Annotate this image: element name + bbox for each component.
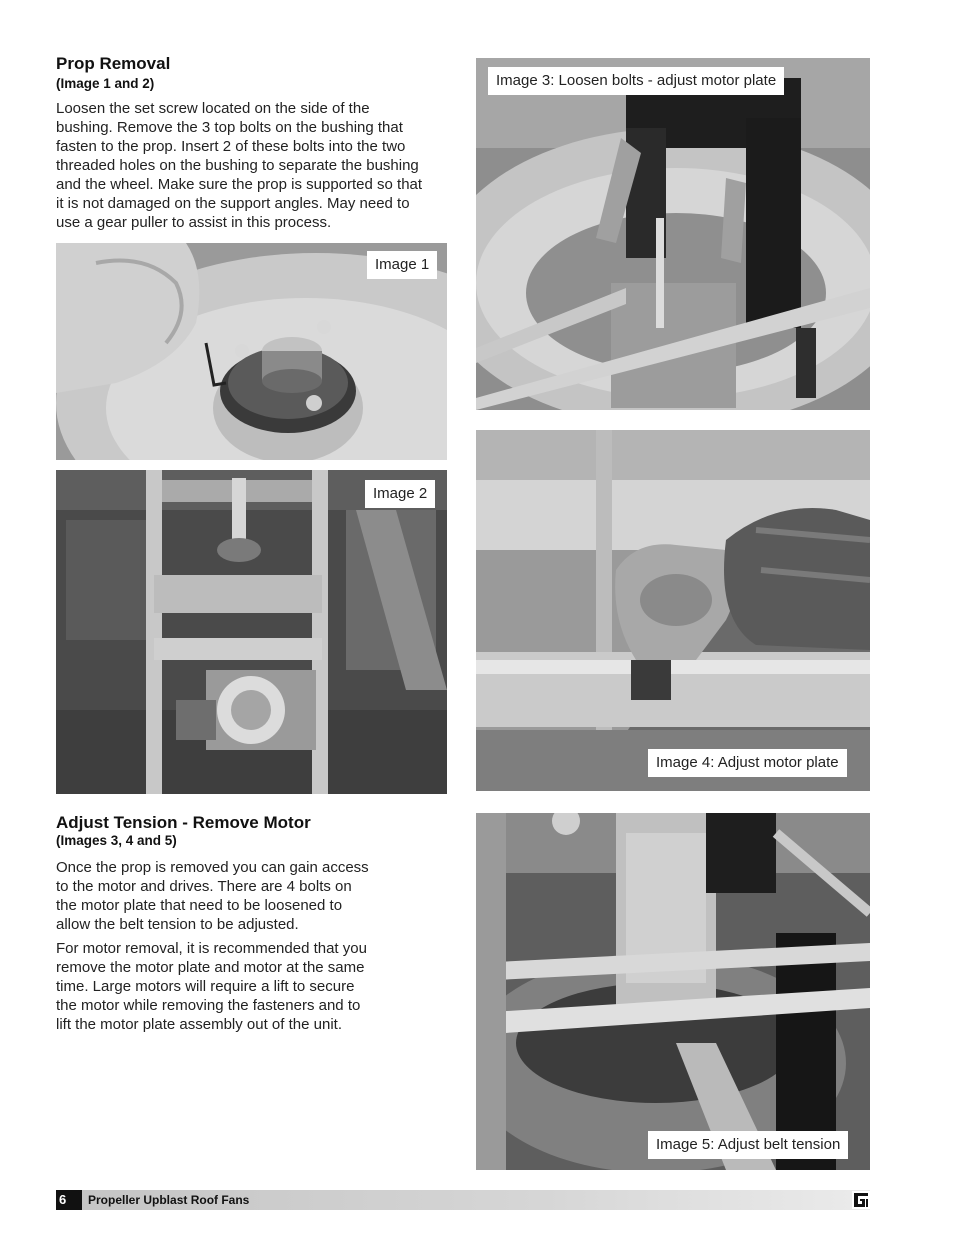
- caption-image-4: Image 4: Adjust motor plate: [648, 749, 847, 777]
- section-subtitle-adjust-tension: (Images 3, 4 and 5): [56, 833, 177, 848]
- paragraph-motor-removal: [56, 939, 367, 1034]
- photo-image-2-graphic: [56, 470, 447, 794]
- text-line: lift the motor plate assembly out of the unit.: [56, 1016, 342, 1033]
- paragraph-prop-removal: [56, 99, 422, 232]
- text-line: to the motor and drives. There are 4 bolts on: [56, 878, 352, 895]
- text-line: and the wheel. Make sure the prop is supported so that: [56, 176, 423, 193]
- photo-image-5-graphic: [476, 813, 870, 1170]
- photo-image-4-graphic: [476, 430, 870, 791]
- photo-image-3: [476, 58, 870, 410]
- text-line: allow the belt tension to be adjusted.: [56, 916, 299, 933]
- section-title-adjust-tension: Adjust Tension - Remove Motor: [56, 813, 311, 832]
- caption-image-5: Image 5: Adjust belt tension: [648, 1131, 848, 1159]
- page-number: 6: [56, 1190, 82, 1210]
- text-line: time. Large motors will require a lift to secure: [56, 978, 355, 995]
- caption-image-3: Image 3: Loosen bolts - adjust motor plate: [488, 67, 784, 95]
- caption-image-1: Image 1: [367, 251, 437, 279]
- text-line: the motor plate that need to be loosened to: [56, 897, 343, 914]
- paragraph-adjust-tension: [56, 858, 369, 934]
- photo-image-4: [476, 430, 870, 791]
- text-line: Loosen the set screw located on the side of the: [56, 100, 370, 117]
- text-line: bushing. Remove the 3 top bolts on the bushing that: [56, 119, 403, 136]
- footer-title: Propeller Upblast Roof Fans: [88, 1193, 250, 1207]
- text-line: it is not damaged on the support angles. May need to: [56, 195, 410, 212]
- text-line: use a gear puller to assist in this process.: [56, 214, 332, 231]
- text-line: fasten to the prop. Insert 2 of these bolts into the two: [56, 138, 406, 155]
- greenheck-logo-icon: [852, 1191, 870, 1209]
- section-title-prop-removal: Prop Removal: [56, 54, 171, 73]
- photo-image-3-graphic: [476, 58, 870, 410]
- photo-image-2: [56, 470, 447, 794]
- caption-image-2: Image 2: [365, 480, 435, 508]
- text-line: threaded holes on the bushing to separate the bushing: [56, 157, 419, 174]
- text-line: remove the motor plate and motor at the same: [56, 959, 365, 976]
- photo-image-5: [476, 813, 870, 1170]
- section-subtitle-prop-removal: (Image 1 and 2): [56, 76, 155, 91]
- text-line: the motor while removing the fasteners and to: [56, 997, 361, 1014]
- text-line: Once the prop is removed you can gain access: [56, 859, 369, 876]
- text-line: For motor removal, it is recommended that you: [56, 940, 367, 957]
